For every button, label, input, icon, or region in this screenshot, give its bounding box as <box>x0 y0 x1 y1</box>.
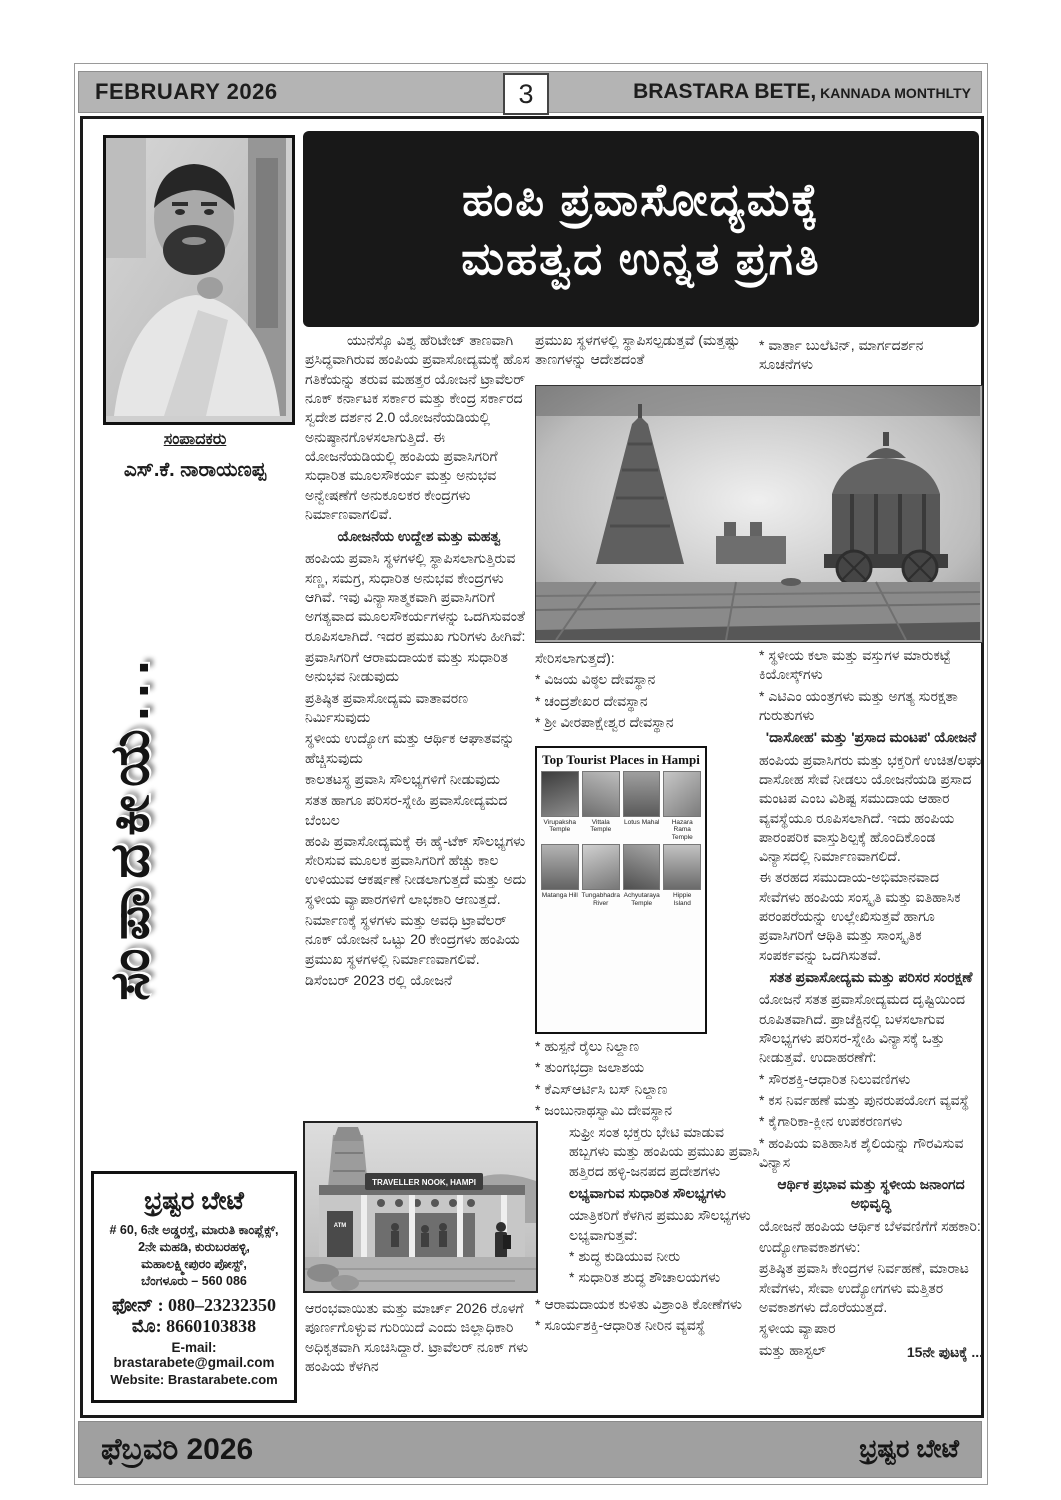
collage-photo-tile <box>623 771 661 817</box>
contact-address-line4: ಬೆಂಗಳೂರು – 560 086 <box>141 1273 247 1288</box>
contact-title: ಭ್ರಷ್ಟರ ಬೇಟೆ <box>144 1187 244 1216</box>
section-subhead: ಲಭ್ಯವಾಗುವ ಸುಧಾರಿತ ಸೌಲಭ್ಯಗಳು <box>569 1184 726 1201</box>
article-column2 <box>535 331 761 372</box>
paragraph: ಪ್ರತಿಷ್ಠಿತ ಪ್ರವಾಸೋದ್ಯಮ ವಾತಾವರಣ ನಿರ್ಮಿಸುವುದು <box>305 689 469 725</box>
paragraph: ಆರಂಭವಾಯಿತು ಮತ್ತು ಮಾರ್ಚ್ 2026 ರೊಳಗೆ ಪೂರ್ಣಗೊಳ್ಳುವ ಗುರಿಯಿದೆ ಎಂದು ಜಿಲ್ಲಾಧಿಕಾರಿ ಅಧಿಕೃತವಾಗಿ ಸೂಚಿಸಿದ್ದಾರೆ. ಟ್ರಾವೆಲರ್ ನೂಕ್ ಗಳು ಹಂಪಿಯ ಕೆಳಗಿನ <box>305 1300 529 1374</box>
contact-address-line3: ಮಹಾಲಕ್ಷ್ಮೀಪುರಂ ಪೋಸ್ಟ್, <box>141 1257 247 1271</box>
collage-photo-tile <box>582 844 620 890</box>
bullet-item: * ಶುದ್ಧ ಕುಡಿಯುವ ನೀರು <box>569 1247 681 1264</box>
collage-photo-tile <box>541 844 579 890</box>
contact-address-line1: # 60, 6ನೇ ಅಡ್ಡರಸ್ತೆ, ಮಾರುತಿ ಕಾಂಪ್ಲೆಕ್ಸ್, <box>109 1223 279 1238</box>
bullet-item: * ಕಸ ನಿರ್ವಹಣೆ ಮತ್ತು ಪುನರುಪಯೋಗ ವ್ಯವಸ್ಥೆ <box>759 1091 970 1108</box>
collage-label: Tungabhadra River <box>581 892 620 907</box>
headline-line1: ಹಂಪಿ ಪ್ರವಾಸೋದ್ಯಮಕ್ಕೆ <box>462 173 820 225</box>
traveller-nook-illustration <box>305 1123 536 1291</box>
collage-label: Vittala Temple <box>590 818 612 834</box>
bullet-item: * ಜಂಬುನಾಥಸ್ವಾಮಿ ದೇವಸ್ಥಾನ <box>535 1101 673 1118</box>
paragraph: ಪ್ರತಿಷ್ಠಿತ ಪ್ರವಾಸಿ ಕೇಂದ್ರಗಳ ನಿರ್ವಹಣೆ, ಮಾರಾಟ ಸೇವೆಗಳು, ಸೇವಾ ಉದ್ಯೋಗಗಳು ಮತ್ತಿತರ ಅವಕಾಶಗಳು ದೊರೆಯುತ್ತದೆ. <box>759 1260 969 1315</box>
paragraph: ಹಂಪಿಯ ಪ್ರವಾಸಿ ಸ್ಥಳಗಳಲ್ಲಿ ಸ್ಥಾಪಿಸಲಾಗುತ್ತಿರುವ ಸಣ್ಣ, ಸಮಗ್ರ, ಸುಧಾರಿತ ಅನುಭವ ಕೇಂದ್ರಗಳು ಆಗಿವೆ. ಇವು ವಿನ್ಯಾಸಾತ್ಮಕವಾಗಿ ಪ್ರವಾಸಿಗರಿಗೆ ಅಗತ್ಯವಾದ ಮೂಲಸೌಕರ್ಯಗಳನ್ನು ಒದಗಿಸುವಂತೆ ರೂಪಿಸಲಾಗಿದೆ. ಇದರ ಪ್ರಮುಖ ಗುರಿಗಳು ಹೀಗಿವೆ: <box>305 550 526 644</box>
collage-photo-tile <box>582 771 620 817</box>
bullet-item: * ಹುಸ್ಪನೆ ರೈಲು ನಿಲ್ದಾಣ <box>535 1038 640 1054</box>
paragraph: ಯೋಜನೆ ಸತತ ಪ್ರವಾಸೋದ್ಯಮದ ದೃಷ್ಟಿಯಿಂದ ರೂಪಿತವಾಗಿದೆ. ಪ್ರಾಜೆಕ್ಟಿನಲ್ಲಿ ಬಳಸಲಾಗುವ ಸೌಲಭ್ಯಗಳು ಪರಿಸರ-ಸ್ನೇಹಿ ವಿನ್ಯಾಸಕ್ಕೆ ಒತ್ತು ನೀಡುತ್ತವೆ. ಉದಾಹರಣೆಗೆ: <box>759 991 966 1066</box>
contact-info-box <box>91 1171 297 1403</box>
bullet-item: * ಚಂದ್ರಶೇಖರ ದೇವಸ್ಥಾನ <box>535 692 648 709</box>
bullet-item: * ಕೆಎಸ್ಆರ್ಟಿಸಿ ಬಸ್ ನಿಲ್ದಾಣ <box>535 1080 668 1097</box>
article-column2-end <box>535 1295 765 1338</box>
collage-photo-tile <box>663 771 701 817</box>
collage-label: Virupaksha Temple <box>543 818 576 834</box>
contact-address-line2: 2ನೇ ಮಹಡಿ, ಕುರುಬರಹಳ್ಳಿ, <box>138 1240 250 1255</box>
paragraph: ಯಾತ್ರಿಕರಿಗೆ ಕೆಳಗಿನ ಪ್ರಮುಖ ಸೌಲಭ್ಯಗಳು ಲಭ್ಯವಾಗುತ್ತವೆ: <box>569 1207 751 1243</box>
article-column1-continued <box>305 1299 533 1378</box>
paragraph: ಯುನೆಸ್ಕೊ ವಿಶ್ವ ಹೆರಿಟೇಜ್ ತಾಣವಾಗಿ ಪ್ರಸಿದ್ಧವಾಗಿರುವ ಹಂಪಿಯ ಪ್ರವಾಸೋದ್ಯಮಕ್ಕೆ ಹೊಸ ಗತಿಕೆಯನ್ನು ತರುವ ಮಹತ್ತರ ಯೋಜನೆ ಟ್ರಾವೆಲರ್ ನೂಕ್ ಕರ್ನಾಟಕ ಸರ್ಕಾರ ಮತ್ತು ಕೇಂದ್ರ ಸರ್ಕಾರದ ಸ್ವದೇಶ ದರ್ಶನ 2.0 ಯೋಜನೆಯಡಿಯಲ್ಲಿ ಅನುಷ್ಠಾನಗೊಳಸಲಾಗುತ್ತಿದೆ. ಈ ಯೋಜನೆಯಡಿಯಲ್ಲಿ ಹಂಪಿಯ ಪ್ರವಾಸಿಗರಿಗೆ ಸುಧಾರಿತ ಮೂಲಸೌಕರ್ಯ ಮತ್ತು ಅನುಭವ ಅನ್ವೇಷಣೆಗೆ ಅನುಕೂಲಕರ ಕೇಂದ್ರಗಳು ನಿರ್ಮಾಣವಾಗಲಿವೆ. <box>305 332 530 522</box>
top-header-bar <box>78 71 982 113</box>
contact-website: Website: Brastarabete.com <box>110 1371 278 1387</box>
paragraph: ಹಂಪಿ ಪ್ರವಾಸೋದ್ಯಮಕ್ಕೆ ಈ ಹೈ-ಟೆಕ್ ಸೌಲಭ್ಯಗಳು ಸೇರಿಸುವ ಮೂಲಕ ಪ್ರವಾಸಿಗರಿಗೆ ಹೆಚ್ಚು ಕಾಲ ಉಳಿಯುವ ಆಕರ್ಷಣೆ ನೀಡಲಾಗುತ್ತದೆ ಮತ್ತು ಅದು ಸ್ಥಳೀಯ ವ್ಯಾಪಾರಗಳಿಗೆ ಲಾಭಕಾರಿ ಆಣುತ್ತದೆ. <box>305 832 527 907</box>
article-column2-list <box>535 649 761 734</box>
paragraph: ಕಾಲತಟಸ್ಥ ಪ್ರವಾಸಿ ಸೌಲಭ್ಯಗಳಿಗೆ ನೀಡುವುದು <box>305 770 500 787</box>
editor-portrait-illustration <box>106 138 286 416</box>
bullet-item: * ಶ್ರೀ ವೀರಪಾಕ್ಷೇಶ್ವರ ದೇವಸ್ಥಾನ <box>535 713 674 730</box>
paragraph: ಪ್ರವಾಸಿಗರಿಗೆ ಆರಾಮದಾಯಕ ಮತ್ತು ಸುಧಾರಿತ ಅನುಭವ ನೀಡುವುದು <box>305 649 508 685</box>
bullet-item: * ಸ್ಥಳೀಯ ಕಲಾ ಮತ್ತು ವಸ್ತುಗಳ ಮಾರುಕಟ್ಟೆ ಕಿಯೋಸ್ಕ್‌ಗಳು <box>759 647 951 683</box>
continued-on-page-note: 15ನೇ ಪುಟಕ್ಕೆ ... <box>906 1343 983 1360</box>
hampi-stone-chariot-photo <box>535 385 983 643</box>
footer-bar <box>78 1421 982 1478</box>
article-column2-list2 <box>535 1037 765 1122</box>
publication-subtitle: KANNADA MONTHLTY <box>816 85 971 101</box>
article-headline-block <box>303 131 979 327</box>
issue-date: FEBRUARY 2026 <box>95 79 278 104</box>
section-subhead: ಸತತ ಪ್ರವಾಸೋದ್ಯಮ ಮತ್ತು ಪರಿಸರ ಸಂರಕ್ಷಣೆ <box>769 969 973 985</box>
paragraph: ಮತ್ತು ಹಾಸ್ಟಲ್ <box>759 1341 826 1358</box>
editor-portrait-photo <box>103 135 295 425</box>
collage-cell <box>582 771 620 841</box>
paragraph: ಸುಫ್ರೀ ಸಂತ ಭಕ್ತರು ಭೇಟಿ ಮಾಡುವ ಹಬ್ಬಗಳು ಮತ್ತು ಹಂಪಿಯ ಪ್ರಮುಖ ಪ್ರವಾಸಿ ಹತ್ತಿರದ ಹಳ್ಳಿ-ಜನಪದ ಪ್ರದೇಶಗಳು <box>569 1124 760 1179</box>
paragraph: ಸೇರಿಸಲಾಗುತ್ತದೆ): <box>535 650 615 666</box>
paragraph: ಸ್ಥಳೀಯ ವ್ಯಾಪಾರ <box>759 1320 836 1337</box>
collage-label: Achyutaraya Temple <box>623 892 660 907</box>
contact-email: E-mail: brastarabete@gmail.com <box>113 1339 275 1370</box>
paragraph: ಈ ತರಹದ ಸಮುದಾಯ-ಅಭಿಮಾನವಾದ ಸೇವೆಗಳು ಹಂಪಿಯ ಸಂಸ್ಕೃತಿ ಮತ್ತು ಐತಿಹಾಸಿಕ ಪರಂಪರೆಯನ್ನು ಉಲ್ಲೇಖಿಸುತ್ತವೆ ಹಾಗೂ ಪ್ರವಾಸಿಗರಿಗೆ ಆಥಿತಿ ಮತ್ತು ಸಾಂಸ್ಕೃತಿಕ ಸಂಪರ್ಕವನ್ನು ಒದಗಿಸುತವೆ. <box>759 869 961 963</box>
section-subhead: ಯೋಜನೆಯ ಉದ್ದೇಶ ಮತ್ತು ಮಹತ್ವ <box>337 528 501 545</box>
bullet-item: * ಸೂರ್ಯಶಕ್ತಿ-ಆಧಾರಿತ ನೀರಿನ ವ್ಯವಸ್ಥೆ <box>535 1317 706 1334</box>
collage-label: Hippie Island <box>673 892 692 907</box>
bullet-item: * ತುಂಗಭದ್ರಾ ಜಲಾಶಯ <box>535 1059 645 1076</box>
footer-date: ಫೆಬ್ರವರಿ 2026 <box>101 1432 254 1466</box>
section-subhead: ಆರ್ಥಿಕ ಪ್ರಭಾವ ಮತ್ತು ಸ್ಥಳೀಯ ಜನಾಂಗದ ಅಭಿವೃದ್ಧಿ <box>777 1176 965 1212</box>
article-column2-wrapped <box>569 1123 765 1290</box>
paragraph: ಸತತ ಹಾಗೂ ಪರಿಸರ-ಸ್ನೇಹಿ ಪ್ರವಾಸೋದ್ಯಮದ ಬೆಂಬಲ <box>305 792 508 828</box>
collage-label: Matanga Hill <box>541 892 578 900</box>
vertical-editorial-title: ಸಂಪಾದಕೀಯ... <box>100 652 160 1002</box>
bullet-item: * ಎಟಿಎಂ ಯಂತ್ರಗಳು ಮತ್ತು ಅಗತ್ಯ ಸುರಕ್ಷತಾ ಗುರುತುಗಳು <box>759 687 958 723</box>
traveller-nook-photo <box>303 1121 538 1293</box>
collage-cell <box>582 844 620 908</box>
bullet-item: * ಸೌರಶಕ್ತಿ-ಆಧಾರಿತ ನಿಲುವಣಿಗಳು <box>759 1070 911 1087</box>
bullet-item: * ಕೈಗಾರಿಕಾ-ಕ್ಲೀನ ಉಪಕರಣಗಳು <box>759 1113 903 1130</box>
paragraph: ಸ್ಥಳೀಯ ಉದ್ಯೋಗ ಮತ್ತು ಆರ್ಥಿಕ ಆಘಾತವನ್ನು ಹೆಚ್ಚಿಸುವುದು <box>305 730 515 766</box>
paragraph: ಯೋಜನೆ ಹಂಪಿಯ ಆರ್ಥಿಕ ಬೆಳವಣಿಗೆಗೆ ಸಹಕಾರಿ: <box>759 1217 981 1234</box>
collage-cell <box>541 844 579 908</box>
collage-cell <box>663 844 701 908</box>
paragraph: ನಿರ್ಮಾಣಕ್ಕೆ ಸ್ಥಳಗಳು ಮತ್ತು ಅವಧಿ ಟ್ರಾವೆಲರ್ ನೂಕ್ ಯೋಜನೆ ಒಟ್ಟು 20 ಕೇಂದ್ರಗಳು ಹಂಪಿಯ ಪ್ರಮುಖ ಸ್ಥಳಗಳಲ್ಲಿ ನಿರ್ಮಾಣವಾಗಲಿವೆ. <box>305 912 520 967</box>
collage-photo-tile <box>663 844 701 890</box>
stone-chariot-illustration <box>536 386 980 640</box>
top-tourist-places-collage <box>535 746 707 1034</box>
editor-name: ಎಸ್.ಕೆ. ನಾರಾಯಣಪ್ಪ <box>123 459 267 481</box>
bullet-item: * ವಿಜಯ ವಿಠ್ಠಲ ದೇವಸ್ಥಾನ <box>535 671 656 688</box>
article-column3-top <box>759 336 981 377</box>
collage-cell <box>623 844 661 908</box>
contact-phone: ಫೋನ್ : 080–23232350 <box>111 1294 277 1315</box>
bullet-item: * ಹಂಪಿಯ ಐತಿಹಾಸಿಕ ಶೈಲಿಯನ್ನು ಗೌರವಿಸುವ ವಿನ್ಯಾಸ <box>759 1134 964 1170</box>
paragraph: ಪ್ರಮುಖ ಸ್ಥಳಗಳಲ್ಲಿ ಸ್ಥಾಪಿಸಲ್ಪಡುತ್ತವೆ (ಮತ್ತಷ್ಟು ತಾಣಗಳನ್ನು ಆದೇಶದಂತೆ <box>535 332 740 368</box>
publication-name <box>633 80 981 104</box>
article-column3 <box>759 646 983 1362</box>
traveller-nook-sign-text: TRAVELLER NOOK, HAMPI <box>372 1178 476 1187</box>
collage-cell <box>663 771 701 841</box>
page-number-box: 3 <box>503 73 549 115</box>
bullet-item: * ಸುಧಾರಿತ ಶುದ್ಧ ಶೌಚಾಲಯಗಳು <box>569 1269 721 1286</box>
main-article-frame <box>80 116 984 1418</box>
paragraph: ಡಿಸೆಂಬರ್ 2023 ರಲ್ಲಿ ಯೋಜನೆ <box>305 972 453 988</box>
collage-label: Hazara Rama Temple <box>671 818 693 841</box>
collage-label: Lotus Mahal <box>624 818 660 826</box>
collage-title: Top Tourist Places in Hampi <box>542 752 700 767</box>
section-subhead: 'ದಾಸೋಹ' ಮತ್ತು 'ಪ್ರಸಾದ ಮಂಟಪ' ಯೋಜನೆ <box>765 729 977 746</box>
collage-photo-tile <box>623 844 661 890</box>
collage-cell <box>623 771 661 841</box>
publication-title: BRASTARA BETE, <box>633 80 817 103</box>
editor-caption: ಸಂಪಾದಕರು <box>163 431 227 448</box>
collage-photo-tile <box>541 771 579 817</box>
paragraph: ಉದ್ಯೋಗಾವಕಾಶಗಳು: <box>759 1239 861 1256</box>
contact-mobile: ಮೊ: 8660103838 <box>131 1315 257 1336</box>
collage-grid <box>541 771 701 908</box>
bullet-item: * ವಾರ್ತಾ ಬುಲೆಟಿನ್, ಮಾರ್ಗದರ್ಶನ ಸೂಚನೆಗಳು <box>759 337 924 373</box>
footer-publication: ಭ್ರಷ್ಟರ ಬೇಟೆ <box>859 1435 959 1463</box>
paragraph: ಹಂಪಿಯ ಪ್ರವಾಸಿಗರು ಮತ್ತು ಭಕ್ತರಿಗೆ ಉಚಿತ/ಲಘು ದಾಸೋಹ ಸೇವೆ ನೀಡಲು ಯೋಜನೆಯಡಿ ಪ್ರಸಾದ ಮಂಟಪ ಎಂಬ ವಿಶಿಷ್ಟ ಸಮುದಾಯ ಆಹಾರ ವ್ಯವಸ್ಥೆಯೂ ರೂಪಿಸಲಾಗಿದೆ. ಇದು ಹಂಪಿಯ ಪಾರಂಪರಿಕ ವಾಸ್ತುಶಿಲ್ಪಕ್ಕೆ ಹೊಂದಿಕೊಂಡ ವಿನ್ಯಾಸದಲ್ಲಿ ನಿರ್ಮಾಣವಾಗಲಿದೆ. <box>759 751 982 865</box>
collage-cell <box>541 771 579 841</box>
bullet-item: * ಆರಾಮದಾಯಕ ಕುಳಿತು ವಿಶ್ರಾಂತಿ ಕೋಣೆಗಳು <box>535 1296 742 1312</box>
article-column1 <box>305 331 533 992</box>
atm-sign-text: ATM <box>333 1223 347 1229</box>
continuation-row <box>759 1341 983 1362</box>
headline-line2: ಮಹತ್ವದ ಉನ್ನತ ಪ್ರಗತಿ <box>461 233 821 284</box>
